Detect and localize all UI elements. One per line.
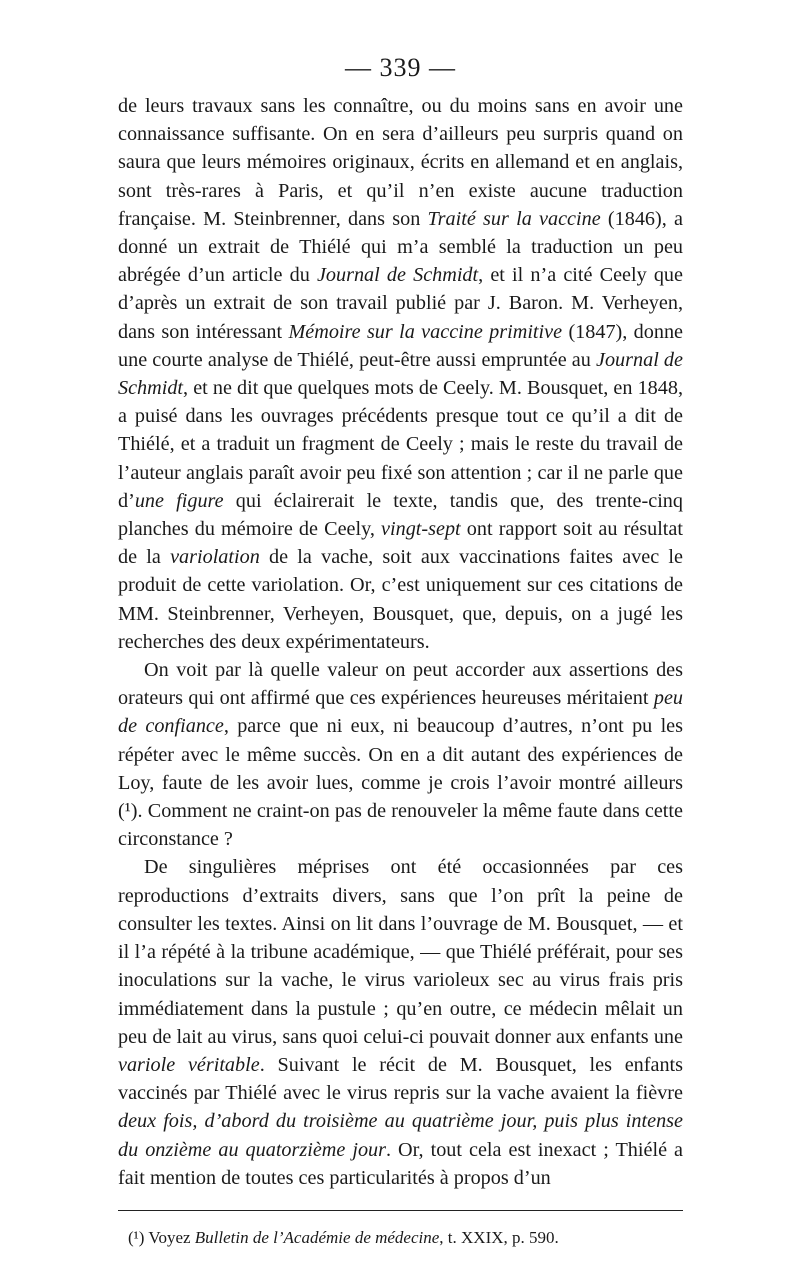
text-run: . Or, tout cela est inexact ; Thiélé a fait mention de toutes ces particularités à propos d’un xyxy=(118,1138,683,1189)
paragraph-1 xyxy=(118,92,683,656)
paragraph-2 xyxy=(118,656,683,853)
footnote-text: , t. XXIX, p. 590. xyxy=(439,1227,559,1247)
text-run: de leurs travaux sans les connaître, ou du moins sans en avoir une connaissance suffisante. On en sera d’ailleurs peu surpris quand on saura que leurs mémoires originaux, écrits en allemand et en anglais, sont très-rares à Paris, et qu’il n’en existe aucune traduction française. M. Steinbrenner, dans son xyxy=(118,95,683,230)
footnote-divider xyxy=(118,1210,683,1211)
footnote-text: (¹) Voyez xyxy=(128,1227,195,1247)
text-run: De singulières méprises ont été occasionnées par ces reproductions d’extraits divers, sans que l’on prît la peine de consulter les textes. Ainsi on lit dans l’ouvrage de M. Bousquet, — et il l’a répété à la tribune académique, — que Thiélé préférait, pour ses inoculations sur la vache, le virus varioleux sec au virus frais pris immédiatement dans la pustule ; qu’en outre, ce médecin mêlait un peu de lait au virus, sans quoi celui-ci pouvait donner aux enfants une xyxy=(118,856,683,1048)
text-run: qui éclairerait le texte, tandis que, des trente-cinq planches du mémoire de Ceely, xyxy=(118,489,683,541)
footnote xyxy=(118,1227,683,1249)
text-run: , parce que ni eux, ni beaucoup d’autres, n’ont pu les répéter avec le même succès. On en a dit autant des expériences de Loy, faute de les avoir lues, comme je crois l’avoir montré ailleurs (¹). Comment ne craint-on pas de renouveler la même faute dans cette circonstance ? xyxy=(118,715,683,851)
italic-run: variolation xyxy=(170,546,260,569)
italic-run: peu de confiance xyxy=(118,687,683,738)
text-run: , et ne dit que quelques mots de Ceely. M. Bousquet, en 1848, a puisé dans les ouvrages précédents presque tout ce qu’il a dit de Thiélé, et a traduit un fragment de Ceely ; mais le reste du travail de l’auteur anglais paraît avoir peu fixé son attention ; car il ne parle que d’ xyxy=(118,377,683,512)
italic-run: deux fois, d’abord du troisième au quatrième jour, puis plus intense du onzième au quatorzième jour xyxy=(118,1110,683,1161)
text-run: . Suivant le récit de M. Bousquet, les enfants vaccinés par Thiélé avec le virus repris sur la vache avaient la fièvre xyxy=(118,1053,684,1105)
italic-run: une figure xyxy=(134,489,224,512)
text-run: , et il n’a cité Ceely que d’après un extrait de son travail publié par J. Baron. M. Verheyen, dans son intéressant xyxy=(118,264,683,343)
page xyxy=(118,52,683,1249)
italic-run: Journal de Schmidt xyxy=(316,264,479,287)
italic-run: variole véritable xyxy=(118,1053,260,1076)
footnote-italic: Bulletin de l’Académie de médecine xyxy=(194,1227,440,1247)
text-run: (1847), donne une courte analyse de Thiélé, peut-être aussi empruntée au xyxy=(118,320,684,371)
italic-run: Mémoire sur la vaccine primitive xyxy=(288,320,563,343)
page-number: — 339 — xyxy=(345,53,456,82)
italic-run: Traité sur la vaccine xyxy=(427,207,601,230)
italic-run: vingt-sept xyxy=(381,518,461,541)
text-run: ont rapport soit au résultat de la xyxy=(118,518,683,569)
body-text xyxy=(118,92,683,1192)
text-run: de la vache, soit aux vaccinations faites avec le produit de cette variolation. Or, c’est uniquement sur ces citations de MM. Steinbrenner, Verheyen, Bousquet, que, depuis, on a jugé les recherches des deux expérimentateurs. xyxy=(118,546,684,653)
paragraph-3 xyxy=(118,853,683,1191)
text-run: On voit par là quelle valeur on peut accorder aux assertions des orateurs qui ont affirmé que ces expériences heureuses méritaient xyxy=(118,659,683,710)
italic-run: Journal de Schmidt xyxy=(118,348,683,400)
text-run: (1846), a donné un extrait de Thiélé qui m’a semblé la traduction un peu abrégée d’un article du xyxy=(118,207,683,287)
